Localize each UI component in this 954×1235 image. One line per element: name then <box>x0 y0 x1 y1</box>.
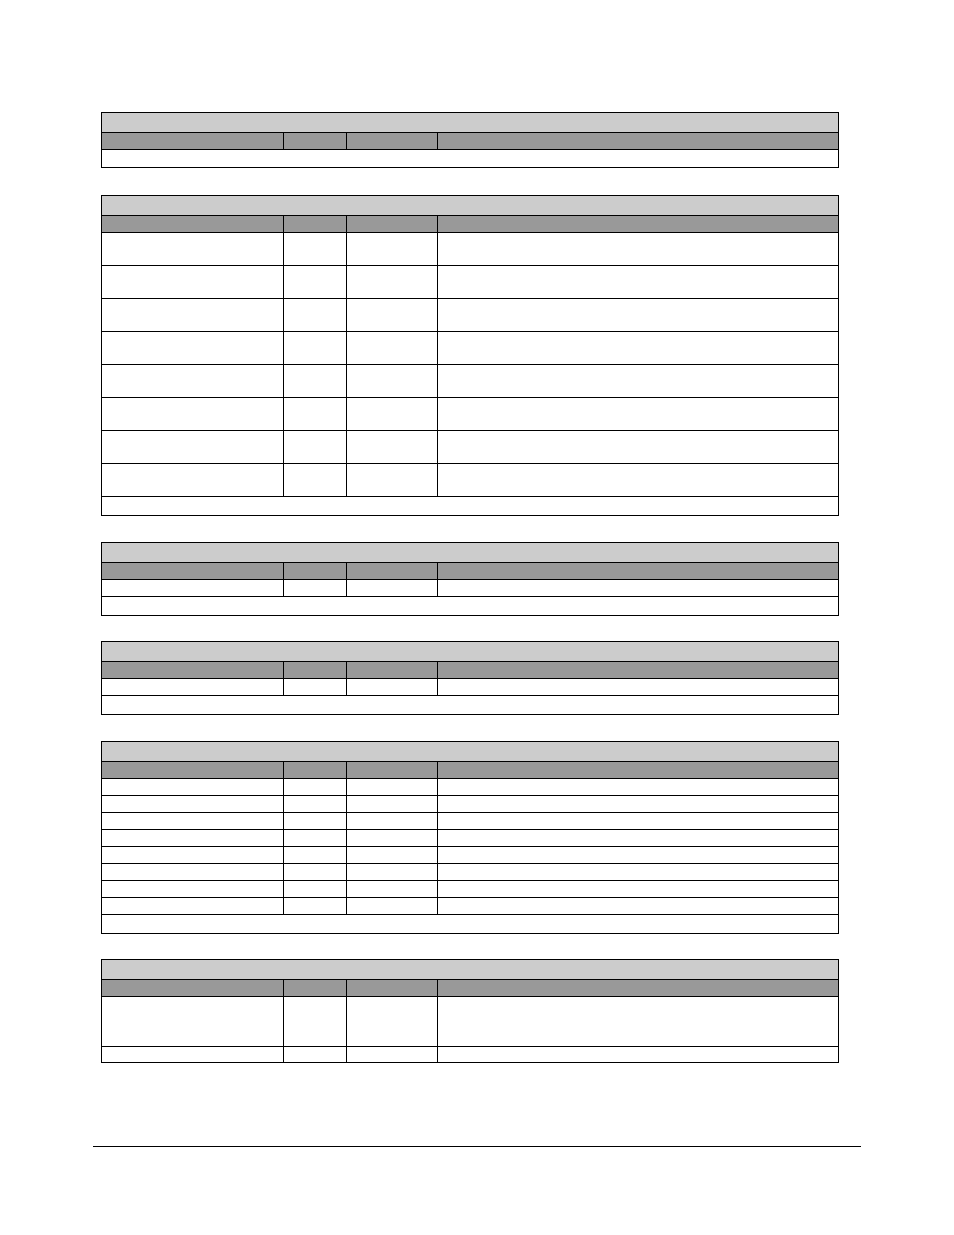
table-row <box>102 398 839 431</box>
table-cell <box>347 864 438 881</box>
table-cell <box>347 1047 438 1063</box>
table-cell <box>347 847 438 864</box>
table-note <box>102 696 839 715</box>
table-cell <box>284 864 347 881</box>
table-note-row <box>102 915 839 934</box>
table-cell <box>438 398 839 431</box>
table-cell <box>347 679 438 696</box>
table-cell <box>438 997 839 1047</box>
table-cell <box>284 233 347 266</box>
table-title-row <box>102 543 839 563</box>
table-cell <box>284 332 347 365</box>
column-header <box>284 980 347 997</box>
column-header <box>347 762 438 779</box>
table-header-row <box>102 133 839 150</box>
table-cell <box>347 830 438 847</box>
table-row <box>102 796 839 813</box>
table-cell <box>102 299 284 332</box>
table-cell <box>284 679 347 696</box>
table-note <box>102 915 839 934</box>
table-cell <box>284 898 347 915</box>
table-title <box>102 113 839 133</box>
table-title <box>102 543 839 563</box>
column-header <box>438 762 839 779</box>
column-header <box>438 133 839 150</box>
table-cell <box>102 847 284 864</box>
table-cell <box>102 365 284 398</box>
table-cell <box>102 679 284 696</box>
table-cell <box>102 233 284 266</box>
table-cell <box>284 830 347 847</box>
column-header <box>438 563 839 580</box>
table-cell <box>347 580 438 597</box>
table-cell <box>347 233 438 266</box>
table-cell <box>284 796 347 813</box>
table-row <box>102 431 839 464</box>
table-title-row <box>102 113 839 133</box>
table-cell <box>347 365 438 398</box>
table-cell <box>438 898 839 915</box>
table-header-row <box>102 762 839 779</box>
table-cell <box>284 266 347 299</box>
table-row <box>102 864 839 881</box>
table-cell <box>284 813 347 830</box>
table-row <box>102 779 839 796</box>
table-cell <box>284 398 347 431</box>
table-title <box>102 742 839 762</box>
table-cell <box>102 997 284 1047</box>
table-cell <box>347 779 438 796</box>
table-cell <box>438 233 839 266</box>
table-cell <box>102 332 284 365</box>
column-header <box>102 980 284 997</box>
column-header <box>284 662 347 679</box>
column-header <box>284 762 347 779</box>
table-header-row <box>102 980 839 997</box>
table-cell <box>284 299 347 332</box>
spec-table-6 <box>101 959 839 1063</box>
table-row <box>102 679 839 696</box>
spec-table-1 <box>101 112 839 168</box>
table-cell <box>102 813 284 830</box>
table-cell <box>347 796 438 813</box>
column-header <box>347 216 438 233</box>
table-cell <box>102 779 284 796</box>
table-note <box>102 597 839 616</box>
column-header <box>347 563 438 580</box>
table-cell <box>438 266 839 299</box>
table-cell <box>102 266 284 299</box>
table-cell <box>102 580 284 597</box>
table-cell <box>102 830 284 847</box>
column-header <box>102 762 284 779</box>
table-row <box>102 997 839 1047</box>
table-cell <box>102 1047 284 1063</box>
table-row <box>102 464 839 497</box>
table-note <box>102 497 839 516</box>
table-cell <box>102 431 284 464</box>
column-header <box>102 563 284 580</box>
table-cell <box>438 1047 839 1063</box>
column-header <box>347 980 438 997</box>
table-title <box>102 642 839 662</box>
table-header-row <box>102 662 839 679</box>
table-row <box>102 365 839 398</box>
table-row <box>102 847 839 864</box>
table-title-row <box>102 742 839 762</box>
table-title <box>102 196 839 216</box>
column-header <box>347 662 438 679</box>
table-row <box>102 580 839 597</box>
table-cell <box>438 813 839 830</box>
table-row <box>102 233 839 266</box>
table-cell <box>438 679 839 696</box>
column-header <box>438 662 839 679</box>
table-row <box>102 881 839 898</box>
table-header-row <box>102 216 839 233</box>
table-cell <box>438 332 839 365</box>
table-cell <box>284 1047 347 1063</box>
table-cell <box>438 847 839 864</box>
table-cell <box>438 779 839 796</box>
column-header <box>102 133 284 150</box>
spec-table-5 <box>101 741 839 934</box>
table-cell <box>284 881 347 898</box>
table-row <box>102 266 839 299</box>
table-row <box>102 1047 839 1063</box>
table-note-row <box>102 497 839 516</box>
table-cell <box>284 779 347 796</box>
table-row <box>102 813 839 830</box>
table-cell <box>102 864 284 881</box>
spec-table-2 <box>101 195 839 516</box>
column-header <box>438 980 839 997</box>
column-header <box>102 662 284 679</box>
spec-table-4 <box>101 641 839 715</box>
table-cell <box>102 881 284 898</box>
table-cell <box>284 847 347 864</box>
column-header <box>438 216 839 233</box>
table-cell <box>347 398 438 431</box>
table-cell <box>438 580 839 597</box>
table-cell <box>284 365 347 398</box>
column-header <box>284 563 347 580</box>
table-cell <box>347 881 438 898</box>
table-cell <box>284 997 347 1047</box>
table-cell <box>284 580 347 597</box>
table-cell <box>438 299 839 332</box>
table-note-row <box>102 696 839 715</box>
table-cell <box>347 299 438 332</box>
table-cell <box>284 464 347 497</box>
table-cell <box>102 796 284 813</box>
table-cell <box>347 813 438 830</box>
column-header <box>284 133 347 150</box>
table-cell <box>438 864 839 881</box>
table-row <box>102 898 839 915</box>
column-header <box>347 133 438 150</box>
table-title-row <box>102 960 839 980</box>
table-cell <box>438 464 839 497</box>
table-cell <box>347 997 438 1047</box>
table-cell <box>102 464 284 497</box>
table-title-row <box>102 196 839 216</box>
table-cell <box>347 464 438 497</box>
footer-rule <box>93 1146 861 1147</box>
table-cell <box>347 266 438 299</box>
table-cell <box>438 796 839 813</box>
table-row <box>102 830 839 847</box>
table-cell <box>438 830 839 847</box>
table-cell <box>102 398 284 431</box>
table-row <box>102 299 839 332</box>
table-note-row <box>102 150 839 168</box>
table-cell <box>438 881 839 898</box>
column-header <box>102 216 284 233</box>
table-cell <box>102 898 284 915</box>
table-cell <box>347 431 438 464</box>
table-header-row <box>102 563 839 580</box>
spec-table-3 <box>101 542 839 616</box>
table-cell <box>438 365 839 398</box>
table-title <box>102 960 839 980</box>
table-row <box>102 332 839 365</box>
table-note <box>102 150 839 168</box>
table-cell <box>284 431 347 464</box>
table-title-row <box>102 642 839 662</box>
table-note-row <box>102 597 839 616</box>
table-cell <box>438 431 839 464</box>
table-cell <box>347 332 438 365</box>
column-header <box>284 216 347 233</box>
table-cell <box>347 898 438 915</box>
